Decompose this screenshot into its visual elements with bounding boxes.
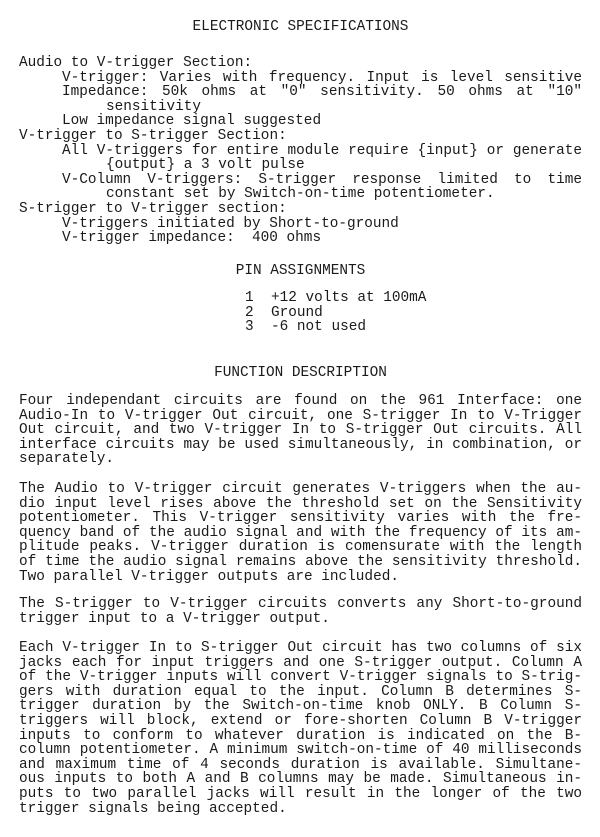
pin-description: -6 not used (271, 319, 366, 336)
pin-list (19, 291, 582, 335)
pin-description: +12 volts at 100mA (271, 290, 427, 306)
paragraph-line: The S-trigger to V-trigger circuits converts any Short-to-ground (19, 596, 582, 612)
paragraph-line: Each V-trigger In to S-trigger Out circuit has two columns of six (19, 640, 582, 656)
paragraph-line: Out circuit, and two V-trigger In to S-trigger Out circuits. All (19, 422, 582, 439)
paragraph-line: trigger input to a V-trigger output. (19, 610, 330, 627)
paragraph-line: Audio-In to V-trigger Out circuit, one S-trigger In to V-Trigger (19, 407, 582, 424)
paragraph-line: column potentiometer. A minimum switch-on-time of 40 milliseconds (19, 742, 582, 759)
paragraph-line: plitude peaks. V-trigger duration is comensurate with the length (19, 539, 582, 556)
paragraph-line: triggers will block, extend or fore-shorten Column B V-trigger (19, 712, 582, 729)
paragraph-line: The Audio to V-trigger circuit generates V-triggers when the au- (19, 481, 582, 497)
paragraph-line: puts to two parallel jacks will result in the longer of the two (19, 785, 582, 802)
specs-section (19, 56, 582, 246)
paragraph-line: gers with duration equal to the input. Column B determines S- (19, 683, 582, 700)
paragraph-line: and maximum time of 4 seconds duration is available. Simultane- (19, 756, 582, 773)
spec-line: V-trigger: Varies with frequency. Input is level sensitive (62, 69, 582, 86)
specs-title: ELECTRONIC SPECIFICATIONS (192, 19, 409, 35)
pins-title: PIN ASSIGNMENTS (235, 263, 366, 279)
paragraph-line: of the V-trigger inputs will convert V-trigger signals to S-trig- (19, 669, 582, 686)
spec-line: Low impedance signal suggested (62, 113, 322, 130)
pin-item (19, 291, 582, 306)
spec-line: V-triggers initiated by Short-to-ground (62, 215, 399, 232)
paragraph (19, 482, 582, 584)
section-heading: Audio to V-trigger Section: (19, 55, 253, 71)
paragraph-line: jacks each for input triggers and one S-trigger output. Column A (19, 654, 582, 671)
spec-line: {output} a 3 volt pulse (106, 157, 305, 174)
paragraph-line: dio input level rises above the threshold set on the Sensitivity (19, 495, 582, 512)
paragraph-line: of time the audio signal remains above the sensitivity threshold. (19, 553, 582, 570)
paragraph (19, 597, 582, 626)
spec-line: sensitivity (106, 98, 201, 115)
paragraph-line: interface circuits may be used simultaneously, in combination, or (19, 436, 582, 453)
spec-line: Impedance: 50k ohms at "0" sensitivity. 50 ohms at "10" (62, 84, 582, 101)
paragraph-line: separately. (19, 451, 114, 468)
paragraph-line: trigger duration by the Switch-on-time knob ONLY. B Column S- (19, 698, 582, 715)
paragraph (19, 641, 582, 816)
paragraph-line: potentiometer. This V-trigger sensitivity varies with the fre- (19, 510, 582, 527)
paragraph-line: inputs to conform to whatever duration is indicated on the B- (19, 727, 582, 744)
spec-line: constant set by Switch-on-time potentiometer. (106, 186, 495, 203)
pin-number: 3 (245, 319, 254, 336)
pin-number: 2 (245, 304, 254, 321)
function-title: FUNCTION DESCRIPTION (214, 365, 387, 381)
paragraph-line: Four independant circuits are found on the 961 Interface: one (19, 393, 582, 409)
pin-item (19, 320, 582, 335)
pin-description: Ground (271, 304, 323, 321)
paragraph-line: Two parallel V-trigger outputs are included. (19, 568, 399, 585)
paragraph-line: trigger signals being accepted. (19, 800, 287, 817)
spec-line: All V-triggers for entire module require {input} or generate (62, 142, 582, 159)
spec-line: V-trigger impedance: 400 ohms (62, 230, 322, 247)
paragraph-line: ous inputs to both A and B columns may be made. Simultaneous in- (19, 771, 582, 788)
paragraph-line: quency band of the audio signal and with the frequency of its am- (19, 524, 582, 541)
pin-number: 1 (245, 290, 254, 306)
spec-line: V-Column V-triggers: S-trigger response limited to time (62, 171, 582, 188)
section-heading: V-trigger to S-trigger Section: (19, 127, 287, 144)
pin-item (19, 306, 582, 321)
paragraph (19, 394, 582, 467)
section-heading: S-trigger to V-trigger section: (19, 200, 287, 217)
